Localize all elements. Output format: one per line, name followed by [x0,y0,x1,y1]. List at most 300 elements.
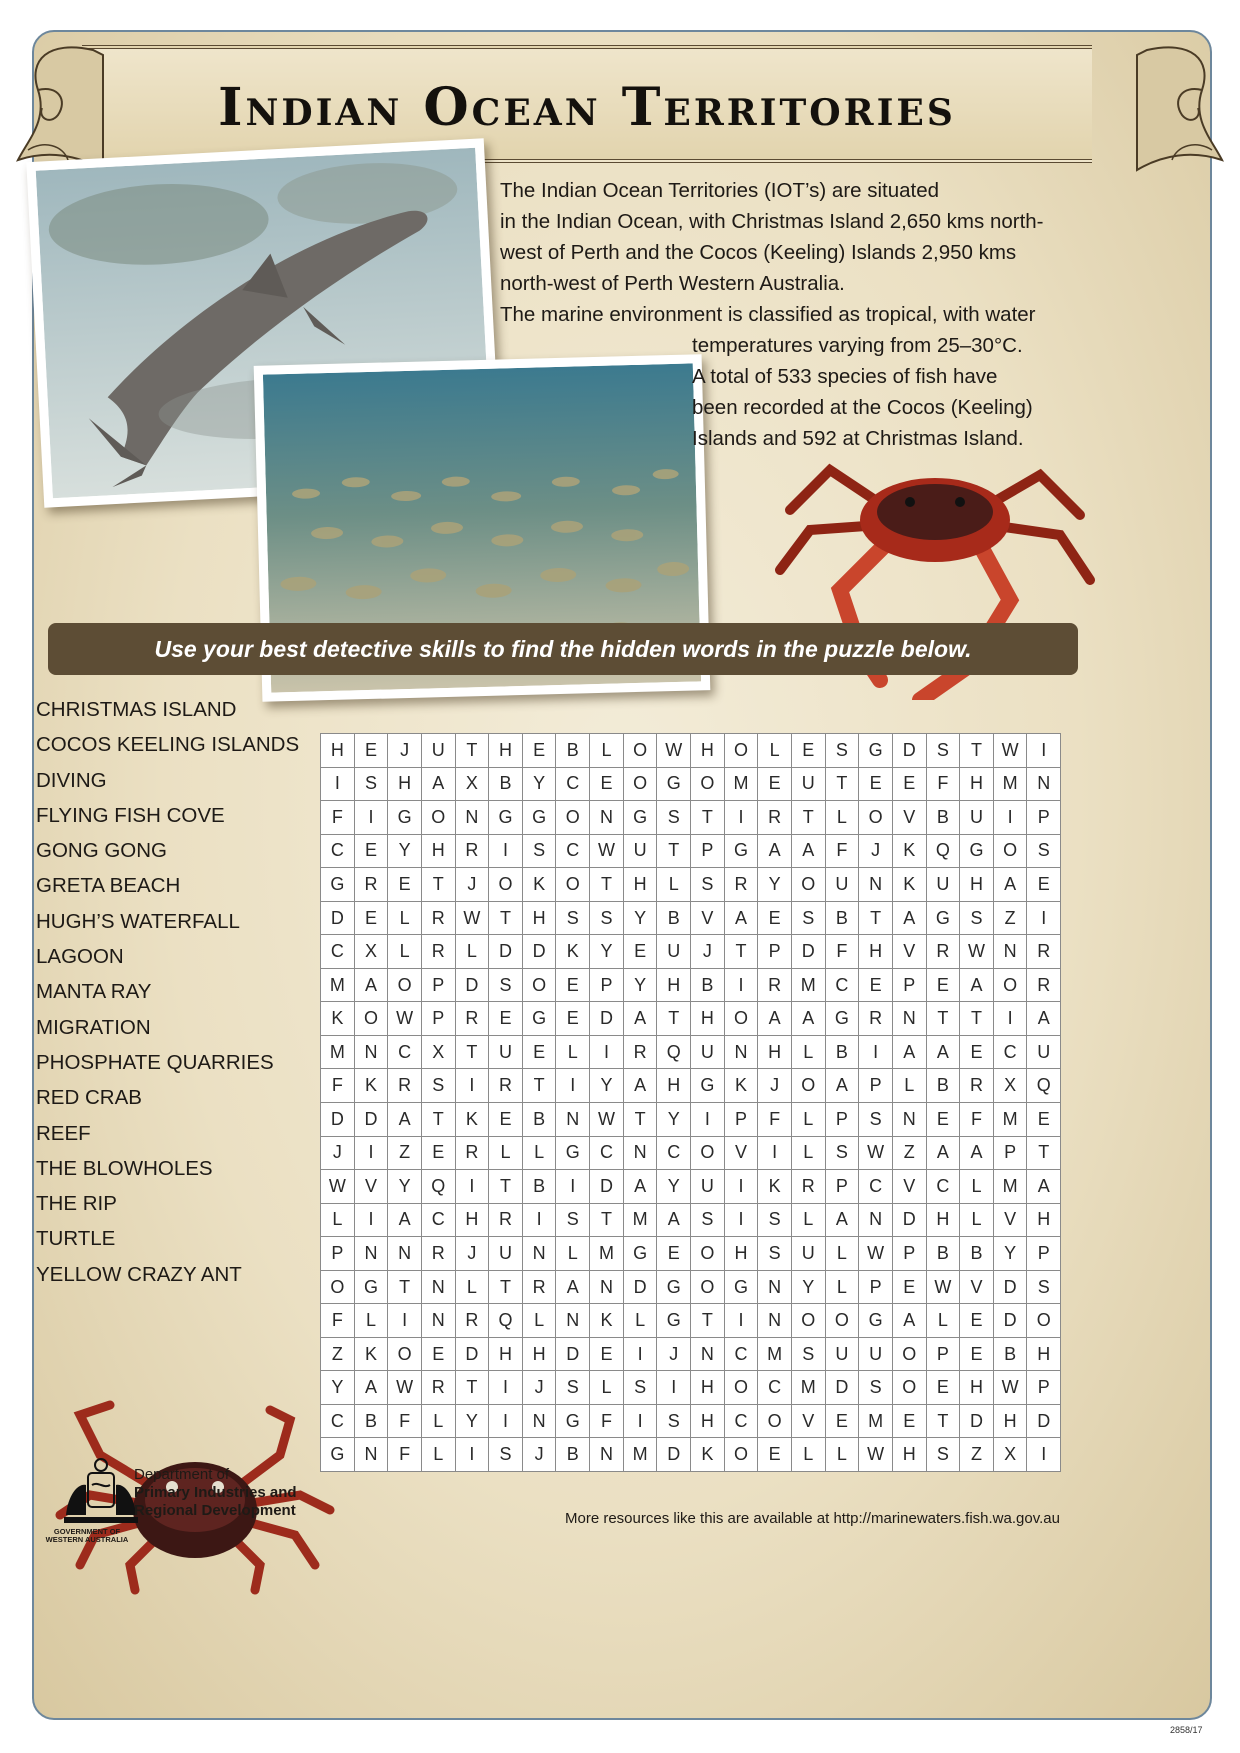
grid-cell[interactable]: P [859,1270,893,1304]
grid-cell[interactable]: N [421,1304,455,1338]
grid-cell[interactable]: I [758,1136,792,1170]
grid-cell[interactable]: O [993,834,1027,868]
grid-cell[interactable]: A [892,1304,926,1338]
grid-cell[interactable]: N [354,1438,388,1472]
grid-cell[interactable]: M [993,1170,1027,1204]
grid-cell[interactable]: M [859,1404,893,1438]
grid-cell[interactable]: O [556,868,590,902]
grid-cell[interactable]: R [421,901,455,935]
grid-cell[interactable]: T [926,1002,960,1036]
grid-cell[interactable]: G [623,1237,657,1271]
grid-cell[interactable]: S [758,1237,792,1271]
grid-cell[interactable]: N [758,1270,792,1304]
grid-cell[interactable]: L [791,1203,825,1237]
grid-cell[interactable]: N [590,801,624,835]
grid-cell[interactable]: H [1027,1337,1061,1371]
grid-cell[interactable]: L [623,1304,657,1338]
grid-cell[interactable]: O [724,1438,758,1472]
grid-cell[interactable]: H [522,901,556,935]
grid-cell[interactable]: B [556,1438,590,1472]
grid-cell[interactable]: U [657,935,691,969]
grid-cell[interactable]: M [758,1337,792,1371]
grid-cell[interactable]: T [859,901,893,935]
grid-cell[interactable]: U [489,1237,523,1271]
grid-cell[interactable]: Z [993,901,1027,935]
grid-cell[interactable]: S [791,901,825,935]
grid-cell[interactable]: E [354,734,388,768]
grid-cell[interactable]: L [421,1404,455,1438]
grid-cell[interactable]: T [590,868,624,902]
grid-cell[interactable]: E [556,1002,590,1036]
grid-cell[interactable]: Y [388,834,422,868]
grid-cell[interactable]: E [892,767,926,801]
grid-cell[interactable]: W [455,901,489,935]
grid-cell[interactable]: L [522,1304,556,1338]
grid-cell[interactable]: T [1027,1136,1061,1170]
grid-cell[interactable]: N [859,1203,893,1237]
grid-cell[interactable]: U [960,801,994,835]
grid-cell[interactable]: I [455,1069,489,1103]
grid-cell[interactable]: E [960,1304,994,1338]
grid-cell[interactable]: O [556,801,590,835]
grid-cell[interactable]: F [321,1304,355,1338]
grid-cell[interactable]: D [825,1371,859,1405]
grid-cell[interactable]: M [590,1237,624,1271]
grid-cell[interactable]: N [522,1404,556,1438]
grid-cell[interactable]: M [993,767,1027,801]
grid-cell[interactable]: H [724,1237,758,1271]
grid-cell[interactable]: L [556,1237,590,1271]
grid-cell[interactable]: G [926,901,960,935]
grid-cell[interactable]: L [825,1438,859,1472]
grid-cell[interactable]: I [556,1170,590,1204]
grid-cell[interactable]: O [892,1371,926,1405]
grid-cell[interactable]: P [1027,1237,1061,1271]
grid-cell[interactable]: K [691,1438,725,1472]
grid-cell[interactable]: H [657,968,691,1002]
grid-cell[interactable]: P [1027,801,1061,835]
grid-cell[interactable]: H [623,868,657,902]
grid-cell[interactable]: C [926,1170,960,1204]
grid-cell[interactable]: W [859,1237,893,1271]
grid-cell[interactable]: L [791,1438,825,1472]
grid-cell[interactable]: H [960,767,994,801]
grid-cell[interactable]: E [421,1337,455,1371]
grid-cell[interactable]: V [993,1203,1027,1237]
grid-cell[interactable]: P [993,1136,1027,1170]
grid-cell[interactable]: A [825,1069,859,1103]
grid-cell[interactable]: B [522,1103,556,1137]
grid-cell[interactable]: X [993,1069,1027,1103]
grid-cell[interactable]: A [388,1103,422,1137]
grid-cell[interactable]: R [421,1371,455,1405]
grid-cell[interactable]: H [321,734,355,768]
grid-cell[interactable]: G [522,801,556,835]
grid-cell[interactable]: C [993,1035,1027,1069]
grid-cell[interactable]: Y [388,1170,422,1204]
grid-cell[interactable]: V [960,1270,994,1304]
grid-cell[interactable]: S [489,1438,523,1472]
grid-cell[interactable]: S [825,734,859,768]
grid-cell[interactable]: I [489,834,523,868]
grid-cell[interactable]: S [522,834,556,868]
grid-cell[interactable]: C [388,1035,422,1069]
grid-cell[interactable]: N [1027,767,1061,801]
grid-cell[interactable]: R [1027,935,1061,969]
grid-cell[interactable]: A [657,1203,691,1237]
grid-cell[interactable]: O [993,968,1027,1002]
grid-cell[interactable]: N [388,1237,422,1271]
grid-cell[interactable]: H [1027,1203,1061,1237]
grid-cell[interactable]: L [892,1069,926,1103]
grid-cell[interactable]: B [825,1035,859,1069]
grid-cell[interactable]: H [691,1404,725,1438]
grid-cell[interactable]: F [758,1103,792,1137]
grid-cell[interactable]: S [859,1103,893,1137]
grid-cell[interactable]: M [321,1035,355,1069]
grid-cell[interactable]: E [926,1371,960,1405]
grid-cell[interactable]: H [455,1203,489,1237]
grid-cell[interactable]: G [556,1404,590,1438]
grid-cell[interactable]: E [421,1136,455,1170]
grid-cell[interactable]: O [623,734,657,768]
grid-cell[interactable]: C [421,1203,455,1237]
grid-cell[interactable]: P [691,834,725,868]
grid-cell[interactable]: U [791,1237,825,1271]
grid-cell[interactable]: B [926,1069,960,1103]
grid-cell[interactable]: E [556,968,590,1002]
grid-cell[interactable]: J [388,734,422,768]
grid-cell[interactable]: M [623,1203,657,1237]
grid-cell[interactable]: C [556,767,590,801]
grid-cell[interactable]: E [892,1270,926,1304]
grid-cell[interactable]: Y [623,901,657,935]
grid-cell[interactable]: I [354,1203,388,1237]
grid-cell[interactable]: S [556,1203,590,1237]
grid-cell[interactable]: Z [892,1136,926,1170]
grid-cell[interactable]: I [724,801,758,835]
grid-cell[interactable]: Y [657,1170,691,1204]
grid-cell[interactable]: C [556,834,590,868]
grid-cell[interactable]: I [623,1404,657,1438]
grid-cell[interactable]: U [791,767,825,801]
grid-cell[interactable]: J [455,868,489,902]
grid-cell[interactable]: G [657,1270,691,1304]
grid-cell[interactable]: W [993,1371,1027,1405]
grid-cell[interactable]: G [321,868,355,902]
grid-cell[interactable]: Q [421,1170,455,1204]
grid-cell[interactable]: S [926,1438,960,1472]
grid-cell[interactable]: T [455,1035,489,1069]
grid-cell[interactable]: E [623,935,657,969]
grid-cell[interactable]: S [623,1371,657,1405]
grid-cell[interactable]: S [421,1069,455,1103]
grid-cell[interactable]: S [691,868,725,902]
grid-cell[interactable]: P [724,1103,758,1137]
grid-cell[interactable]: U [489,1035,523,1069]
grid-cell[interactable]: L [758,734,792,768]
grid-cell[interactable]: A [892,1035,926,1069]
grid-cell[interactable]: L [926,1304,960,1338]
grid-cell[interactable]: L [825,801,859,835]
grid-cell[interactable]: D [623,1270,657,1304]
grid-cell[interactable]: W [388,1371,422,1405]
grid-cell[interactable]: D [489,935,523,969]
grid-cell[interactable]: M [623,1438,657,1472]
grid-cell[interactable]: T [489,901,523,935]
grid-cell[interactable]: S [354,767,388,801]
grid-cell[interactable]: C [758,1371,792,1405]
grid-cell[interactable]: S [489,968,523,1002]
grid-cell[interactable]: F [388,1438,422,1472]
grid-cell[interactable]: G [859,1304,893,1338]
grid-cell[interactable]: N [590,1438,624,1472]
grid-cell[interactable]: Q [926,834,960,868]
grid-cell[interactable]: N [892,1103,926,1137]
grid-cell[interactable]: R [388,1069,422,1103]
grid-cell[interactable]: G [623,801,657,835]
grid-cell[interactable]: W [960,935,994,969]
grid-cell[interactable]: R [791,1170,825,1204]
grid-cell[interactable]: W [926,1270,960,1304]
grid-cell[interactable]: P [590,968,624,1002]
grid-cell[interactable]: G [321,1438,355,1472]
grid-cell[interactable]: G [388,801,422,835]
grid-cell[interactable]: I [724,1203,758,1237]
grid-cell[interactable]: E [388,868,422,902]
grid-cell[interactable]: S [960,901,994,935]
grid-cell[interactable]: L [960,1170,994,1204]
grid-cell[interactable]: K [758,1170,792,1204]
grid-cell[interactable]: E [892,1404,926,1438]
grid-cell[interactable]: O [724,1002,758,1036]
grid-cell[interactable]: R [489,1203,523,1237]
grid-cell[interactable]: K [556,935,590,969]
grid-cell[interactable]: O [758,1404,792,1438]
grid-cell[interactable]: U [1027,1035,1061,1069]
grid-cell[interactable]: R [724,868,758,902]
grid-cell[interactable]: Y [590,1069,624,1103]
grid-cell[interactable]: A [724,901,758,935]
grid-cell[interactable]: Y [791,1270,825,1304]
grid-cell[interactable]: S [556,1371,590,1405]
grid-cell[interactable]: G [724,834,758,868]
grid-cell[interactable]: S [825,1136,859,1170]
grid-cell[interactable]: S [926,734,960,768]
grid-cell[interactable]: O [791,1304,825,1338]
grid-cell[interactable]: H [960,1371,994,1405]
grid-cell[interactable]: G [859,734,893,768]
grid-cell[interactable]: O [691,1136,725,1170]
grid-cell[interactable]: F [825,935,859,969]
grid-cell[interactable]: V [691,901,725,935]
grid-cell[interactable]: E [926,1103,960,1137]
grid-cell[interactable]: K [892,834,926,868]
grid-cell[interactable]: E [489,1002,523,1036]
grid-cell[interactable]: T [960,734,994,768]
grid-cell[interactable]: Y [321,1371,355,1405]
grid-cell[interactable]: H [691,734,725,768]
grid-cell[interactable]: O [691,1237,725,1271]
grid-cell[interactable]: I [388,1304,422,1338]
grid-cell[interactable]: R [1027,968,1061,1002]
grid-cell[interactable]: N [758,1304,792,1338]
grid-cell[interactable]: W [859,1438,893,1472]
grid-cell[interactable]: L [321,1203,355,1237]
grid-cell[interactable]: L [388,935,422,969]
grid-cell[interactable]: Y [455,1404,489,1438]
grid-cell[interactable]: A [421,767,455,801]
grid-cell[interactable]: I [724,1304,758,1338]
grid-cell[interactable]: W [321,1170,355,1204]
grid-cell[interactable]: E [859,968,893,1002]
grid-cell[interactable]: G [960,834,994,868]
grid-cell[interactable]: U [859,1337,893,1371]
grid-cell[interactable]: E [354,901,388,935]
grid-cell[interactable]: T [960,1002,994,1036]
grid-cell[interactable]: E [758,901,792,935]
grid-cell[interactable]: N [556,1103,590,1137]
grid-cell[interactable]: B [657,901,691,935]
grid-cell[interactable]: T [791,801,825,835]
grid-cell[interactable]: E [657,1237,691,1271]
grid-cell[interactable]: Y [993,1237,1027,1271]
grid-cell[interactable]: E [590,1337,624,1371]
grid-cell[interactable]: N [522,1237,556,1271]
grid-cell[interactable]: I [354,1136,388,1170]
grid-cell[interactable]: H [960,868,994,902]
grid-cell[interactable]: B [926,1237,960,1271]
grid-cell[interactable]: C [859,1170,893,1204]
grid-cell[interactable]: O [791,868,825,902]
grid-cell[interactable]: D [455,1337,489,1371]
grid-cell[interactable]: W [657,734,691,768]
grid-cell[interactable]: I [724,1170,758,1204]
grid-cell[interactable]: E [758,1438,792,1472]
grid-cell[interactable]: V [892,1170,926,1204]
grid-cell[interactable]: R [758,801,792,835]
grid-cell[interactable]: I [321,767,355,801]
grid-cell[interactable]: L [455,1270,489,1304]
grid-cell[interactable]: E [926,968,960,1002]
grid-cell[interactable]: S [657,1404,691,1438]
grid-cell[interactable]: F [388,1404,422,1438]
grid-cell[interactable]: T [926,1404,960,1438]
grid-cell[interactable]: T [825,767,859,801]
grid-cell[interactable]: G [354,1270,388,1304]
grid-cell[interactable]: A [960,1136,994,1170]
grid-cell[interactable]: B [691,968,725,1002]
grid-cell[interactable]: A [791,834,825,868]
grid-cell[interactable]: L [489,1136,523,1170]
grid-cell[interactable]: K [522,868,556,902]
grid-cell[interactable]: U [825,1337,859,1371]
grid-cell[interactable]: B [489,767,523,801]
grid-cell[interactable]: L [657,868,691,902]
grid-cell[interactable]: B [993,1337,1027,1371]
grid-cell[interactable]: U [421,734,455,768]
grid-cell[interactable]: T [691,801,725,835]
grid-cell[interactable]: N [892,1002,926,1036]
grid-cell[interactable]: U [825,868,859,902]
grid-cell[interactable]: J [691,935,725,969]
grid-cell[interactable]: I [1027,734,1061,768]
grid-cell[interactable]: I [859,1035,893,1069]
grid-cell[interactable]: U [623,834,657,868]
grid-cell[interactable]: I [489,1404,523,1438]
grid-cell[interactable]: D [556,1337,590,1371]
grid-cell[interactable]: D [892,734,926,768]
grid-cell[interactable]: W [590,1103,624,1137]
grid-cell[interactable]: D [791,935,825,969]
grid-cell[interactable]: H [657,1069,691,1103]
grid-cell[interactable]: L [590,734,624,768]
grid-cell[interactable]: T [623,1103,657,1137]
grid-cell[interactable]: E [489,1103,523,1137]
grid-cell[interactable]: D [321,901,355,935]
grid-cell[interactable]: P [926,1337,960,1371]
grid-cell[interactable]: T [489,1170,523,1204]
grid-cell[interactable]: E [590,767,624,801]
grid-cell[interactable]: J [758,1069,792,1103]
grid-cell[interactable]: D [590,1002,624,1036]
grid-cell[interactable]: C [321,1404,355,1438]
grid-cell[interactable]: L [556,1035,590,1069]
grid-cell[interactable]: L [791,1035,825,1069]
grid-cell[interactable]: I [1027,901,1061,935]
grid-cell[interactable]: V [791,1404,825,1438]
grid-cell[interactable]: V [354,1170,388,1204]
grid-cell[interactable]: T [489,1270,523,1304]
grid-cell[interactable]: M [791,968,825,1002]
grid-cell[interactable]: R [758,968,792,1002]
grid-cell[interactable]: B [960,1237,994,1271]
grid-cell[interactable]: L [421,1438,455,1472]
grid-cell[interactable]: K [724,1069,758,1103]
grid-cell[interactable]: J [522,1438,556,1472]
grid-cell[interactable]: G [556,1136,590,1170]
grid-cell[interactable]: S [590,901,624,935]
grid-cell[interactable]: E [522,1035,556,1069]
grid-cell[interactable]: I [993,1002,1027,1036]
grid-cell[interactable]: A [791,1002,825,1036]
grid-cell[interactable]: R [960,1069,994,1103]
grid-cell[interactable]: F [960,1103,994,1137]
grid-cell[interactable]: A [354,1371,388,1405]
grid-cell[interactable]: Z [388,1136,422,1170]
grid-cell[interactable]: O [825,1304,859,1338]
grid-cell[interactable]: S [1027,834,1061,868]
grid-cell[interactable]: G [825,1002,859,1036]
grid-cell[interactable]: F [321,801,355,835]
grid-cell[interactable]: E [960,1035,994,1069]
grid-cell[interactable]: I [522,1203,556,1237]
grid-cell[interactable]: E [859,767,893,801]
grid-cell[interactable]: L [825,1270,859,1304]
grid-cell[interactable]: S [859,1371,893,1405]
grid-cell[interactable]: K [455,1103,489,1137]
grid-cell[interactable]: O [892,1337,926,1371]
grid-cell[interactable]: Z [321,1337,355,1371]
grid-cell[interactable]: P [758,935,792,969]
grid-cell[interactable]: T [590,1203,624,1237]
grid-cell[interactable]: A [1027,1170,1061,1204]
grid-cell[interactable]: J [522,1371,556,1405]
grid-cell[interactable]: S [691,1203,725,1237]
grid-cell[interactable]: T [657,834,691,868]
grid-cell[interactable]: K [354,1337,388,1371]
grid-cell[interactable]: H [892,1438,926,1472]
